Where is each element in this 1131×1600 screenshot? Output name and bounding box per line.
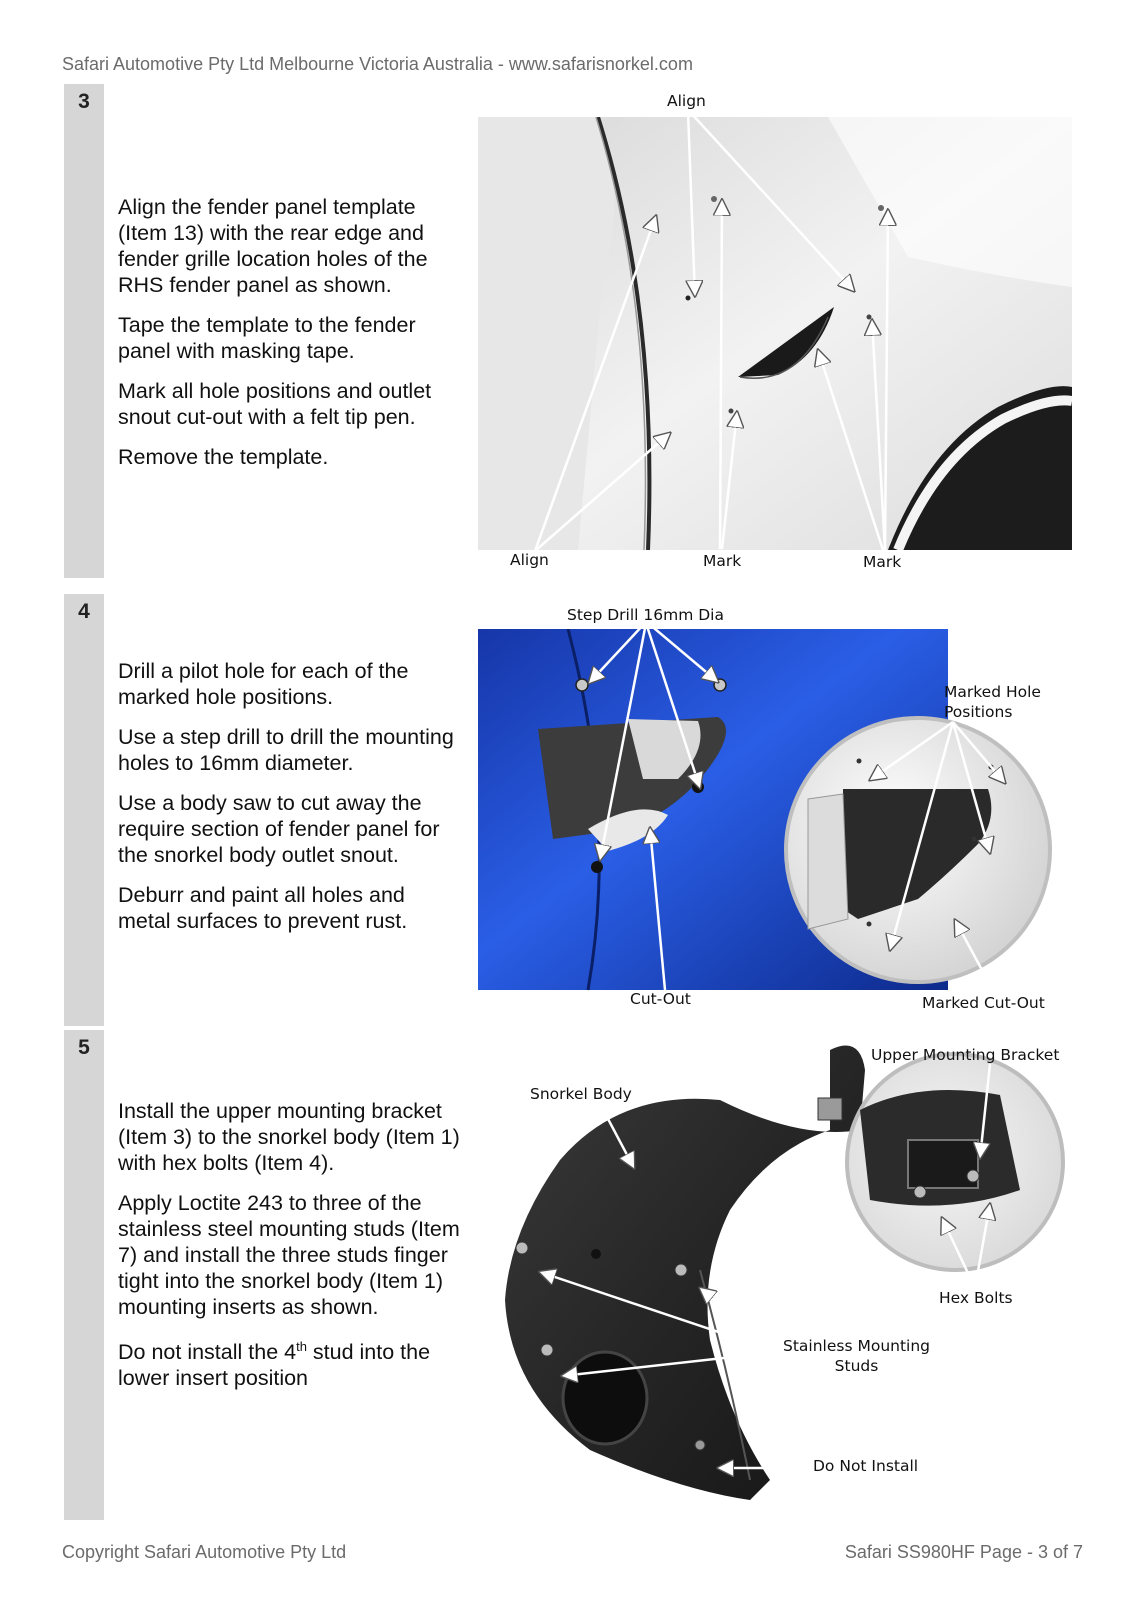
callout-align-top: Align <box>667 92 706 110</box>
step-3-paragraph: Tape the template to the fender panel with masking tape. <box>118 313 416 363</box>
text-run: stud into the lower insert position <box>118 1340 431 1391</box>
step-4-paragraph: Drill a pilot hole for each of the marked hole positions. <box>118 659 409 709</box>
footer-page-number: Safari SS980HF Page - 3 of 7 <box>844 1542 1083 1562</box>
step-4-bar <box>64 594 104 1026</box>
step-3-paragraph: Align the fender panel template (Item 13) with the rear edge and fender grille location holes of the RHS fender panel as shown. <box>118 195 428 297</box>
callout-snorkel-body: Snorkel Body <box>530 1085 632 1103</box>
step-3-paragraph: Mark all hole positions and outlet snout cut-out with a felt tip pen. <box>118 379 432 429</box>
step-5-instructions <box>118 1098 463 1405</box>
superscript: th <box>296 1339 307 1354</box>
callout-mark: Mark <box>703 552 742 570</box>
callout-line: Stainless Mounting <box>783 1337 931 1355</box>
step-4-paragraph: Use a body saw to cut away the require section of fender panel for the snorkel body outlet snout. <box>118 791 440 867</box>
step-3-number: 3 <box>78 90 90 113</box>
step-4-instructions <box>118 658 463 948</box>
text-run: Do not install the 4 <box>118 1340 297 1365</box>
step-5-paragraph: Apply Loctite 243 to three of the stainless steel mounting studs (Item 7) and install the three studs finger tight into the snorkel body (Item 1) mounting inserts as shown. <box>118 1191 460 1319</box>
callout-cut-out: Cut-Out <box>630 990 691 1008</box>
page-header: Safari Automotive Pty Ltd Melbourne Victoria Australia - www.safarisnorkel.com <box>62 54 693 74</box>
callout-marked-cut-out: Marked Cut-Out <box>922 994 1045 1012</box>
callout-line: Studs <box>834 1357 879 1375</box>
callout-upper-mounting-bracket: Upper Mounting Bracket <box>871 1046 1060 1064</box>
callout-line: Marked Hole <box>944 683 1041 701</box>
step-5-paragraph <box>118 1334 463 1391</box>
callout-marked-hole-positions <box>944 682 1041 722</box>
step-4-number: 4 <box>78 600 90 623</box>
step-3-paragraph: Remove the template. <box>118 445 329 469</box>
step-3-bar <box>64 84 104 578</box>
callout-step-drill: Step Drill 16mm Dia <box>567 606 724 624</box>
fender-template-photo <box>478 117 1072 550</box>
step-5-bar <box>64 1030 104 1520</box>
callout-mark: Mark <box>863 553 902 571</box>
step-5-number: 5 <box>78 1036 90 1059</box>
callout-hex-bolts: Hex Bolts <box>939 1289 1013 1307</box>
callout-do-not-install: Do Not Install <box>813 1457 919 1475</box>
callout-align-bottom: Align <box>510 551 549 569</box>
callout-stainless-mounting-studs <box>783 1336 930 1376</box>
callout-line: Positions <box>944 703 1013 721</box>
step-5-paragraph: Install the upper mounting bracket (Item 3) to the snorkel body (Item 1) with hex bolts (Item 4). <box>118 1099 460 1175</box>
footer-copyright: Copyright Safari Automotive Pty Ltd <box>62 1542 347 1562</box>
snorkel-body-photo <box>500 1040 1090 1510</box>
step-4-paragraph: Deburr and paint all holes and metal surfaces to prevent rust. <box>118 883 408 933</box>
step-3-instructions <box>118 194 463 484</box>
step-4-paragraph: Use a step drill to drill the mounting holes to 16mm diameter. <box>118 725 454 775</box>
